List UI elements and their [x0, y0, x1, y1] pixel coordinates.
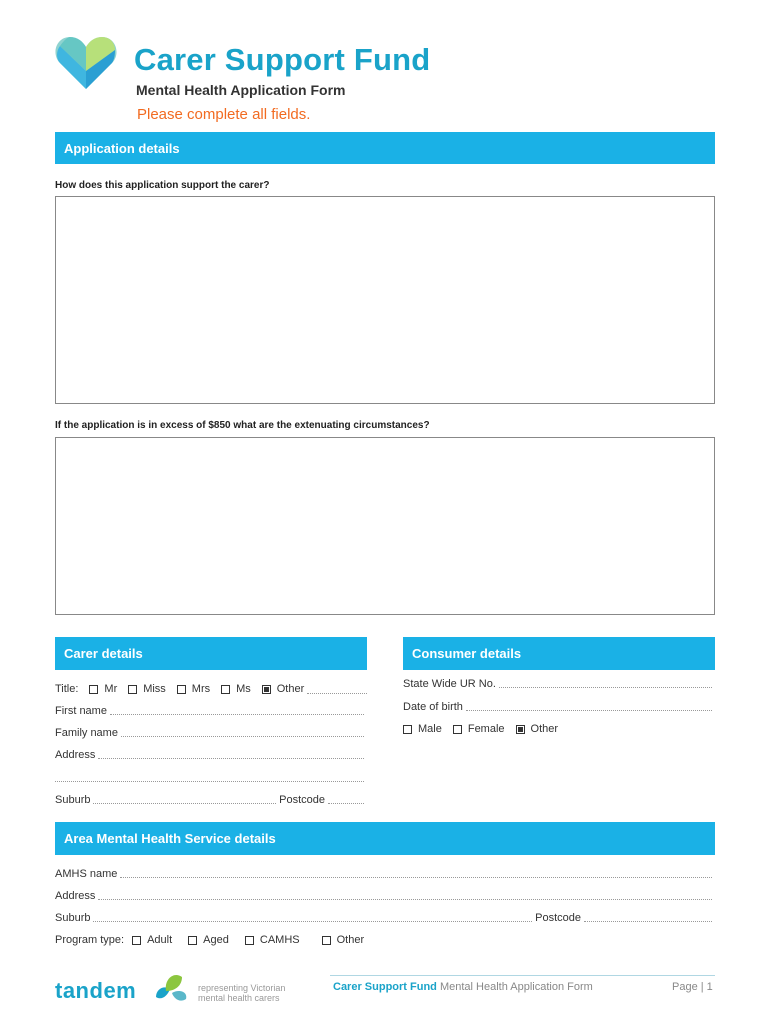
footer-doc-rest: Mental Health Application Form: [439, 981, 593, 993]
amhs-name-field[interactable]: [120, 869, 712, 878]
title-miss-label: Miss: [143, 683, 166, 695]
program-camhs-label: CAMHS: [259, 934, 300, 946]
title-other-label: Other: [276, 683, 305, 695]
carer-title-row: [55, 683, 367, 695]
extenuating-question: If the application is in excess of $850 what are the extenuating circumstances?: [55, 420, 430, 431]
title-mrs-label: Mrs: [191, 683, 211, 695]
title-label: Title:: [55, 683, 79, 695]
application-details-header: Application details: [55, 132, 715, 164]
program-adult-checkbox[interactable]: [132, 936, 141, 945]
gender-female-checkbox[interactable]: [453, 725, 462, 734]
footer-doc-title: [333, 981, 593, 993]
amhs-suburb-row: [55, 912, 715, 924]
carer-address-line2-field[interactable]: [55, 773, 364, 782]
carer-details-header: Carer details: [55, 637, 367, 670]
program-camhs-checkbox[interactable]: [245, 936, 254, 945]
gender-other-checkbox[interactable]: [516, 725, 525, 734]
carer-suburb-row: [55, 794, 367, 806]
carer-address-label: Address: [55, 749, 96, 761]
title-miss-checkbox[interactable]: [128, 685, 137, 694]
footer-doc-bold: Carer Support Fund: [333, 981, 437, 993]
amhs-address-field[interactable]: [98, 891, 712, 900]
form-subtitle: Mental Health Application Form: [136, 82, 346, 98]
gender-male-checkbox[interactable]: [403, 725, 412, 734]
first-name-field[interactable]: [110, 706, 364, 715]
tandem-logo: tandem: [55, 978, 137, 1003]
amhs-postcode-field[interactable]: [584, 913, 712, 922]
carer-postcode-label: Postcode: [279, 794, 325, 806]
title-mr-checkbox[interactable]: [89, 685, 98, 694]
amhs-suburb-field[interactable]: [93, 913, 532, 922]
consumer-details-header: Consumer details: [403, 637, 715, 670]
amhs-name-row: [55, 868, 715, 880]
carer-first-name-row: [55, 705, 367, 717]
state-wide-row: [403, 678, 715, 690]
support-answer-field[interactable]: [55, 196, 715, 404]
state-wide-label: State Wide UR No.: [403, 678, 496, 690]
amhs-details-header: Area Mental Health Service details: [55, 822, 715, 855]
carer-postcode-field[interactable]: [328, 795, 364, 804]
carer-family-name-row: [55, 727, 367, 739]
support-question: How does this application support the carer?: [55, 180, 270, 191]
amhs-address-row: [55, 890, 715, 902]
amhs-suburb-label: Suburb: [55, 912, 91, 924]
page-title: Carer Support Fund: [134, 42, 431, 77]
first-name-label: First name: [55, 705, 107, 717]
gender-female-label: Female: [467, 723, 505, 735]
amhs-name-label: AMHS name: [55, 868, 118, 880]
gender-male-label: Male: [418, 723, 442, 735]
carer-suburb-label: Suburb: [55, 794, 91, 806]
carer-suburb-field[interactable]: [93, 795, 276, 804]
page-number: Page | 1: [672, 981, 713, 993]
program-aged-checkbox[interactable]: [188, 936, 197, 945]
carer-address-field[interactable]: [98, 750, 364, 759]
butterfly-logo-icon: [152, 967, 192, 1007]
program-other-label: Other: [336, 934, 365, 946]
amhs-address-label: Address: [55, 890, 96, 902]
program-type-label: Program type:: [55, 934, 125, 946]
program-aged-label: Aged: [203, 934, 229, 946]
title-mr-label: Mr: [104, 683, 118, 695]
gender-other-label: Other: [530, 723, 559, 735]
title-mrs-checkbox[interactable]: [177, 685, 186, 694]
title-ms-checkbox[interactable]: [221, 685, 230, 694]
dob-label: Date of birth: [403, 701, 463, 713]
dob-field[interactable]: [466, 702, 712, 711]
title-other-field[interactable]: [307, 685, 367, 694]
family-name-label: Family name: [55, 727, 118, 739]
footer-tagline: representing Victorian mental health carers: [198, 983, 286, 1003]
gender-row: [403, 723, 558, 735]
dob-row: [403, 701, 715, 713]
family-name-field[interactable]: [121, 728, 364, 737]
extenuating-answer-field[interactable]: [55, 437, 715, 615]
complete-notice: Please complete all fields.: [137, 106, 311, 123]
heart-logo-icon: [54, 33, 118, 91]
amhs-postcode-label: Postcode: [535, 912, 581, 924]
state-wide-field[interactable]: [499, 679, 712, 688]
carer-address-row: [55, 749, 367, 761]
program-other-checkbox[interactable]: [322, 936, 331, 945]
title-other-checkbox[interactable]: [262, 685, 271, 694]
program-adult-label: Adult: [147, 934, 173, 946]
carer-address-line2-row: [55, 772, 367, 784]
program-type-row: [55, 934, 364, 946]
title-ms-label: Ms: [236, 683, 251, 695]
footer-divider: [330, 975, 715, 976]
